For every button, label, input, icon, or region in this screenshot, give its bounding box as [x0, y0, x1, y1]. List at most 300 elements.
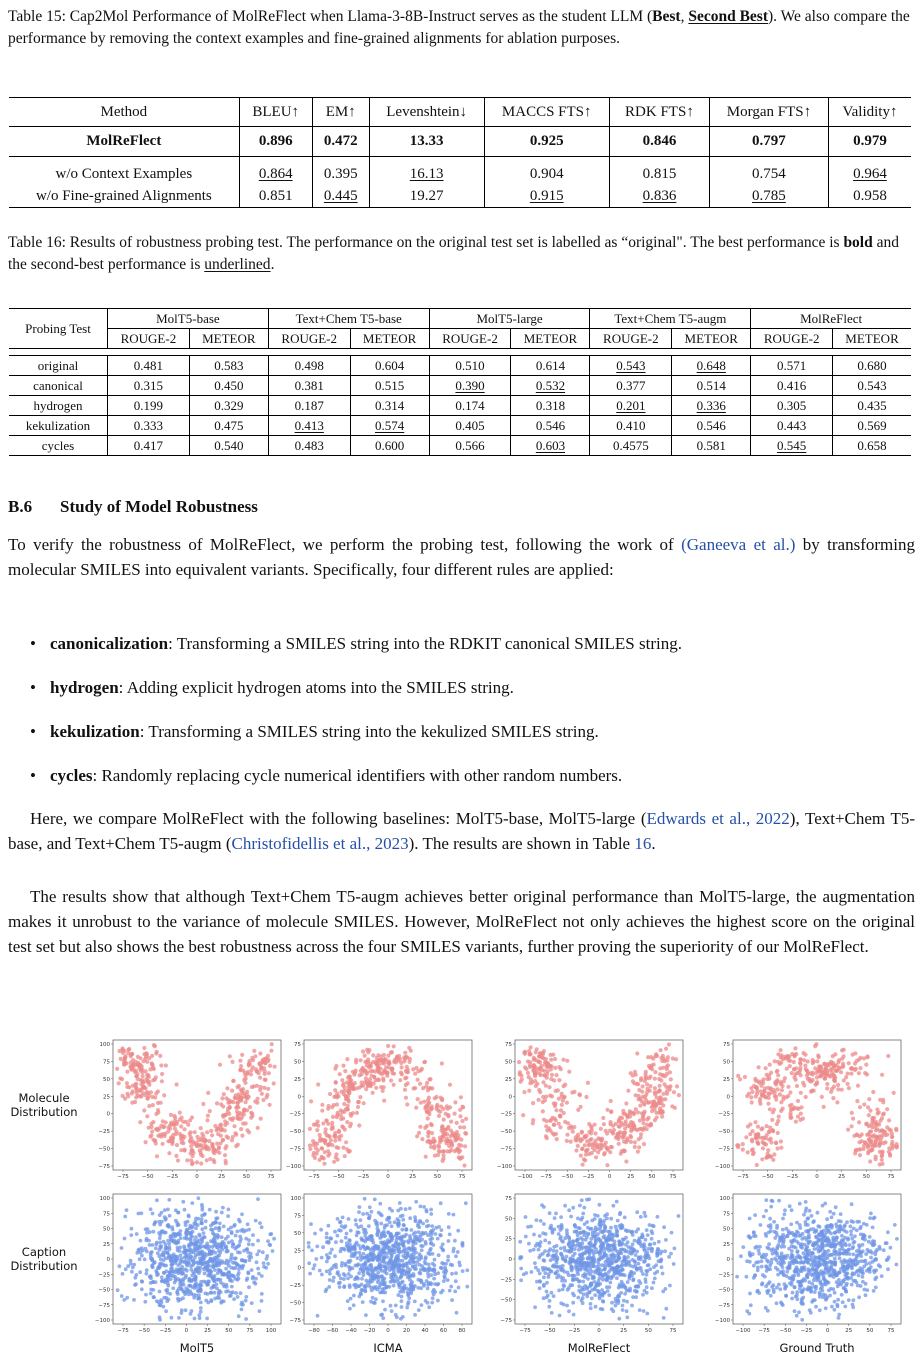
scatter-point: [418, 1235, 422, 1239]
scatter-point: [443, 1272, 447, 1276]
scatter-point: [354, 1223, 358, 1227]
tick-label: 50: [294, 1059, 301, 1066]
t16-header-probing: Probing Test: [9, 309, 108, 349]
scatter-point: [593, 1234, 597, 1238]
scatter-point: [161, 1119, 165, 1123]
scatter-point: [424, 1155, 428, 1159]
scatter-point: [397, 1246, 401, 1250]
scatter-point: [414, 1200, 418, 1204]
scatter-point: [333, 1067, 337, 1071]
scatter-point: [425, 1124, 429, 1128]
scatter-point: [846, 1128, 850, 1132]
scatter-point: [650, 1067, 654, 1071]
scatter-point: [644, 1238, 648, 1242]
scatter-point: [457, 1261, 461, 1265]
scatter-point: [633, 1145, 637, 1149]
scatter-point: [389, 1273, 393, 1277]
scatter-point: [392, 1083, 396, 1087]
scatter-point: [220, 1096, 224, 1100]
figure-row-label: Distribution: [10, 1105, 78, 1119]
scatter-point: [354, 1069, 358, 1073]
scatter-point: [583, 1268, 587, 1272]
scatter-point: [756, 1125, 760, 1129]
scatter-point: [809, 1090, 813, 1094]
scatter-point: [227, 1112, 231, 1116]
scatter-point: [634, 1073, 638, 1077]
scatter-point: [601, 1278, 605, 1282]
scatter-point: [662, 1082, 666, 1086]
scatter-point: [143, 1300, 147, 1304]
scatter-point: [259, 1117, 263, 1121]
scatter-point: [307, 1245, 311, 1249]
scatter-point: [177, 1268, 181, 1272]
scatter-point: [554, 1212, 558, 1216]
scatter-point: [385, 1242, 389, 1246]
scatter-point: [399, 1215, 403, 1219]
table16-caption-underlined: underlined: [204, 256, 271, 273]
scatter-point: [432, 1269, 436, 1273]
scatter-point: [632, 1278, 636, 1282]
scatter-point: [664, 1307, 668, 1311]
figure-column-label: MolT5: [179, 1341, 215, 1355]
scatter-point: [237, 1314, 241, 1318]
scatter-point: [191, 1161, 195, 1165]
scatter-point: [149, 1288, 153, 1292]
scatter-point: [189, 1238, 193, 1242]
scatter-point: [395, 1232, 399, 1236]
scatter-point: [320, 1273, 324, 1277]
scatter-point: [146, 1097, 150, 1101]
scatter-point: [847, 1086, 851, 1090]
scatter-point: [254, 1282, 258, 1286]
scatter-point: [231, 1116, 235, 1120]
tick-label: 0: [508, 1094, 512, 1101]
scatter-point: [339, 1117, 343, 1121]
tick-label: −100: [517, 1174, 533, 1180]
scatter-point: [822, 1105, 826, 1109]
scatter-point: [657, 1248, 661, 1252]
scatter-point: [618, 1211, 622, 1215]
scatter-point: [637, 1262, 641, 1266]
scatter-point: [145, 1114, 149, 1118]
scatter-point: [389, 1280, 393, 1284]
scatter-point: [548, 1211, 552, 1215]
scatter-point: [203, 1261, 207, 1265]
tick-label: 75: [103, 1211, 110, 1218]
scatter-point: [244, 1299, 248, 1303]
scatter-point: [163, 1208, 167, 1212]
table-cell: 0.896: [239, 127, 312, 157]
tick-label: 20: [403, 1328, 410, 1334]
citation-link[interactable]: Edwards et al., 2022: [646, 809, 790, 828]
scatter-point: [360, 1277, 364, 1281]
scatter-point: [204, 1299, 208, 1303]
scatter-point: [238, 1220, 242, 1224]
scatter-point: [189, 1144, 193, 1148]
scatter-point: [653, 1077, 657, 1081]
scatter-point: [433, 1282, 437, 1286]
scatter-point: [542, 1276, 546, 1280]
table-row: [9, 127, 911, 157]
scatter-point: [205, 1317, 209, 1321]
scatter-point: [233, 1261, 237, 1265]
scatter-point: [406, 1290, 410, 1294]
scatter-point: [170, 1316, 174, 1320]
scatter-point: [769, 1086, 773, 1090]
scatter-point: [239, 1291, 243, 1295]
scatter-point: [561, 1288, 565, 1292]
scatter-point: [792, 1107, 796, 1111]
scatter-point: [646, 1055, 650, 1059]
table-cell: [429, 376, 511, 396]
scatter-point: [648, 1075, 652, 1079]
paragraph-intro: [8, 532, 915, 582]
scatter-point: [337, 1130, 341, 1134]
scatter-point: [799, 1062, 803, 1066]
scatter-point: [334, 1240, 338, 1244]
scatter-point: [221, 1104, 225, 1108]
scatter-point: [169, 1270, 173, 1274]
scatter-point: [537, 1088, 541, 1092]
scatter-point: [200, 1254, 204, 1258]
table-cell: [108, 416, 190, 436]
scatter-point: [641, 1121, 645, 1125]
scatter-point: [338, 1138, 342, 1142]
scatter-point: [567, 1070, 571, 1074]
scatter-point: [892, 1091, 896, 1095]
scatter-point: [565, 1304, 569, 1308]
scatter-point: [120, 1294, 124, 1298]
scatter-point: [188, 1118, 192, 1122]
scatter-point: [346, 1299, 350, 1303]
scatter-point: [432, 1277, 436, 1281]
scatter-point: [645, 1228, 649, 1232]
scatter-point: [871, 1090, 875, 1094]
scatter-point: [341, 1146, 345, 1150]
scatter-point: [144, 1140, 148, 1144]
scatter-point: [425, 1279, 429, 1283]
scatter-point: [401, 1280, 405, 1284]
scatter-point: [123, 1237, 127, 1241]
scatter-point: [366, 1060, 370, 1064]
scatter-point: [368, 1064, 372, 1068]
scatter-point: [273, 1065, 277, 1069]
scatter-point: [197, 1233, 201, 1237]
scatter-point: [543, 1239, 547, 1243]
scatter-point: [545, 1290, 549, 1294]
scatter-point: [426, 1301, 430, 1305]
scatter-point: [243, 1259, 247, 1263]
scatter-point: [535, 1218, 539, 1222]
scatter-point: [590, 1219, 594, 1223]
scatter-point: [621, 1109, 625, 1113]
scatter-point: [430, 1131, 434, 1135]
scatter-point: [581, 1216, 585, 1220]
scatter-point: [401, 1242, 405, 1246]
tick-label: 25: [218, 1174, 226, 1180]
cell-value: 0.574: [375, 417, 405, 433]
scatter-point: [324, 1289, 328, 1293]
scatter-point: [199, 1280, 203, 1284]
probe-name: canonical: [9, 376, 108, 396]
scatter-point: [585, 1198, 589, 1202]
scatter-point: [777, 1115, 781, 1119]
scatter-point: [560, 1225, 564, 1229]
scatter-point: [624, 1101, 628, 1105]
citation-link[interactable]: (Ganeeva et al.): [681, 535, 796, 554]
scatter-point: [185, 1228, 189, 1232]
scatter-point: [255, 1260, 259, 1264]
scatter-point: [219, 1245, 223, 1249]
scatter-point: [168, 1214, 172, 1218]
scatter-point: [557, 1122, 561, 1126]
scatter-point: [356, 1100, 360, 1104]
scatter-point: [320, 1109, 324, 1113]
scatter-point: [641, 1235, 645, 1239]
scatter-point: [545, 1128, 549, 1132]
scatter-point: [651, 1057, 655, 1061]
scatter-point: [413, 1284, 417, 1288]
scatter-point: [399, 1317, 403, 1321]
scatter-point: [224, 1144, 228, 1148]
tick-label: 25: [838, 1174, 846, 1180]
scatter-plot: [715, 1040, 901, 1180]
paragraph-text: by transforming molecular SMILES into equivalent variants. Specifically, four different rules are applied:: [8, 535, 915, 579]
scatter-point: [602, 1122, 606, 1126]
scatter-point: [533, 1305, 537, 1309]
scatter-point: [230, 1089, 234, 1093]
cell-value: 0.603: [535, 437, 566, 453]
scatter-point: [309, 1222, 313, 1226]
citation-link[interactable]: Christofidellis et al., 2023: [231, 834, 409, 853]
scatter-point: [867, 1113, 871, 1117]
scatter-point: [444, 1262, 448, 1266]
scatter-point: [413, 1215, 417, 1219]
tick-label: −75: [117, 1174, 129, 1180]
scatter-point: [567, 1208, 571, 1212]
scatter-point: [772, 1108, 776, 1112]
table-cell: [511, 356, 590, 376]
scatter-point: [645, 1291, 649, 1295]
scatter-point: [212, 1285, 216, 1289]
scatter-point: [340, 1078, 344, 1082]
scatter-point: [749, 1095, 753, 1099]
scatter-point: [403, 1051, 407, 1055]
scatter-point: [868, 1130, 872, 1134]
scatter-point: [239, 1237, 243, 1241]
scatter-point: [234, 1234, 238, 1238]
scatter-point: [549, 1258, 553, 1262]
list-item: [30, 720, 910, 744]
scatter-point: [120, 1077, 124, 1081]
scatter-point: [603, 1225, 607, 1229]
scatter-point: [376, 1274, 380, 1278]
cell-value: 0.583: [214, 357, 244, 373]
scatter-point: [355, 1275, 359, 1279]
scatter-point: [334, 1266, 338, 1270]
scatter-point: [121, 1272, 125, 1276]
scatter-point: [397, 1283, 401, 1287]
scatter-point: [327, 1104, 331, 1108]
table-cell: 16.13: [369, 157, 484, 186]
scatter-point: [453, 1149, 457, 1153]
scatter-point: [349, 1122, 353, 1126]
scatter-point: [379, 1212, 383, 1216]
scatter-point: [761, 1146, 765, 1150]
scatter-point: [613, 1240, 617, 1244]
scatter-point: [429, 1208, 433, 1212]
scatter-point: [603, 1267, 607, 1271]
table-cell: [590, 356, 672, 376]
scatter-point: [550, 1254, 554, 1258]
table-cell: [350, 416, 429, 436]
scatter-point: [547, 1249, 551, 1253]
scatter-point: [237, 1271, 241, 1275]
scatter-point: [527, 1089, 531, 1093]
paragraph-text: ), Text+Chem T5-base, and Text+Chem T5-augm (: [8, 809, 915, 853]
scatter-point: [563, 1279, 567, 1283]
scatter-point: [868, 1159, 872, 1163]
scatter-point: [788, 1104, 792, 1108]
t16-header-metric: ROUGE-2: [751, 329, 833, 349]
scatter-point: [626, 1280, 630, 1284]
scatter-point: [628, 1134, 632, 1138]
cell-value: 0.543: [616, 357, 646, 373]
scatter-point: [211, 1240, 215, 1244]
scatter-point: [420, 1067, 424, 1071]
scatter-point: [547, 1241, 551, 1245]
scatter-point: [135, 1251, 139, 1255]
scatter-point: [147, 1104, 151, 1108]
scatter-point: [570, 1090, 574, 1094]
scatter-point: [211, 1261, 215, 1265]
scatter-point: [404, 1096, 408, 1100]
tick-label: 75: [669, 1174, 677, 1180]
scatter-point: [594, 1155, 598, 1159]
table-cell: [751, 356, 833, 376]
scatter-point: [341, 1125, 345, 1129]
scatter-point: [442, 1279, 446, 1283]
scatter-point: [307, 1241, 311, 1245]
scatter-point: [212, 1148, 216, 1152]
scatter-point: [581, 1163, 585, 1167]
scatter-point: [138, 1094, 142, 1098]
scatter-point: [387, 1251, 391, 1255]
scatter-point: [465, 1268, 469, 1272]
scatter-point: [428, 1140, 432, 1144]
scatter-point: [149, 1207, 153, 1211]
scatter-point: [177, 1287, 181, 1291]
scatter-point: [369, 1263, 373, 1267]
scatter-point: [755, 1163, 759, 1167]
scatter-point: [194, 1223, 198, 1227]
scatter-point: [822, 1070, 826, 1074]
scatter-point: [757, 1081, 761, 1085]
scatter-point: [343, 1248, 347, 1252]
scatter-point: [223, 1261, 227, 1265]
table-cell: [590, 436, 672, 456]
scatter-point: [555, 1276, 559, 1280]
scatter-point: [414, 1106, 418, 1110]
tick-label: 100: [290, 1196, 301, 1202]
scatter-point: [561, 1058, 565, 1062]
scatter-point: [404, 1207, 408, 1211]
scatter-point: [760, 1157, 764, 1161]
table-cell: [511, 376, 590, 396]
scatter-point: [256, 1239, 260, 1243]
scatter-point: [817, 1055, 821, 1059]
scatter-point: [369, 1238, 373, 1242]
scatter-point: [858, 1153, 862, 1157]
scatter-point: [639, 1258, 643, 1262]
scatter-point: [417, 1308, 421, 1312]
scatter-point: [539, 1219, 543, 1223]
scatter-point: [240, 1308, 244, 1312]
scatter-point: [387, 1245, 391, 1249]
scatter-point: [581, 1301, 585, 1305]
scatter-point: [408, 1207, 412, 1211]
scatter-point: [857, 1140, 861, 1144]
scatter-point: [599, 1244, 603, 1248]
scatter-point: [425, 1081, 429, 1085]
scatter-point: [419, 1205, 423, 1209]
scatter-point: [756, 1141, 760, 1145]
scatter-point: [188, 1278, 192, 1282]
bullet-term: hydrogen: [50, 678, 119, 697]
scatter-point: [334, 1152, 338, 1156]
scatter-point: [421, 1231, 425, 1235]
scatter-point: [617, 1317, 621, 1321]
scatter-point: [464, 1117, 468, 1121]
table-cell: [429, 396, 511, 416]
scatter-point: [628, 1287, 632, 1291]
scatter-point: [393, 1273, 397, 1277]
scatter-point: [776, 1073, 780, 1077]
scatter-point: [428, 1268, 432, 1272]
scatter-point: [187, 1214, 191, 1218]
scatter-point: [456, 1229, 460, 1233]
scatter-point: [231, 1274, 235, 1278]
scatter-point: [768, 1063, 772, 1067]
scatter-point: [532, 1233, 536, 1237]
scatter-point: [624, 1119, 628, 1123]
scatter-point: [342, 1102, 346, 1106]
scatter-point: [160, 1072, 164, 1076]
cell-value: 0.318: [535, 397, 566, 413]
scatter-point: [552, 1123, 556, 1127]
scatter-point: [870, 1125, 874, 1129]
scatter-point: [669, 1252, 673, 1256]
scatter-point: [118, 1264, 122, 1268]
scatter-point: [231, 1079, 235, 1083]
table-ref-link[interactable]: 16: [634, 834, 652, 853]
scatter-point: [154, 1246, 158, 1250]
scatter-point: [576, 1217, 580, 1221]
scatter-point: [234, 1291, 238, 1295]
scatter-point: [356, 1256, 360, 1260]
scatter-point: [643, 1079, 647, 1083]
scatter-point: [575, 1244, 579, 1248]
scatter-point: [607, 1293, 611, 1297]
scatter-point: [245, 1090, 249, 1094]
scatter-point: [423, 1060, 427, 1064]
scatter-plot: [98, 1040, 281, 1180]
scatter-point: [574, 1148, 578, 1152]
scatter-point: [166, 1278, 170, 1282]
tick-label: 75: [458, 1174, 466, 1180]
scatter-point: [147, 1126, 151, 1130]
scatter-point: [193, 1317, 197, 1321]
